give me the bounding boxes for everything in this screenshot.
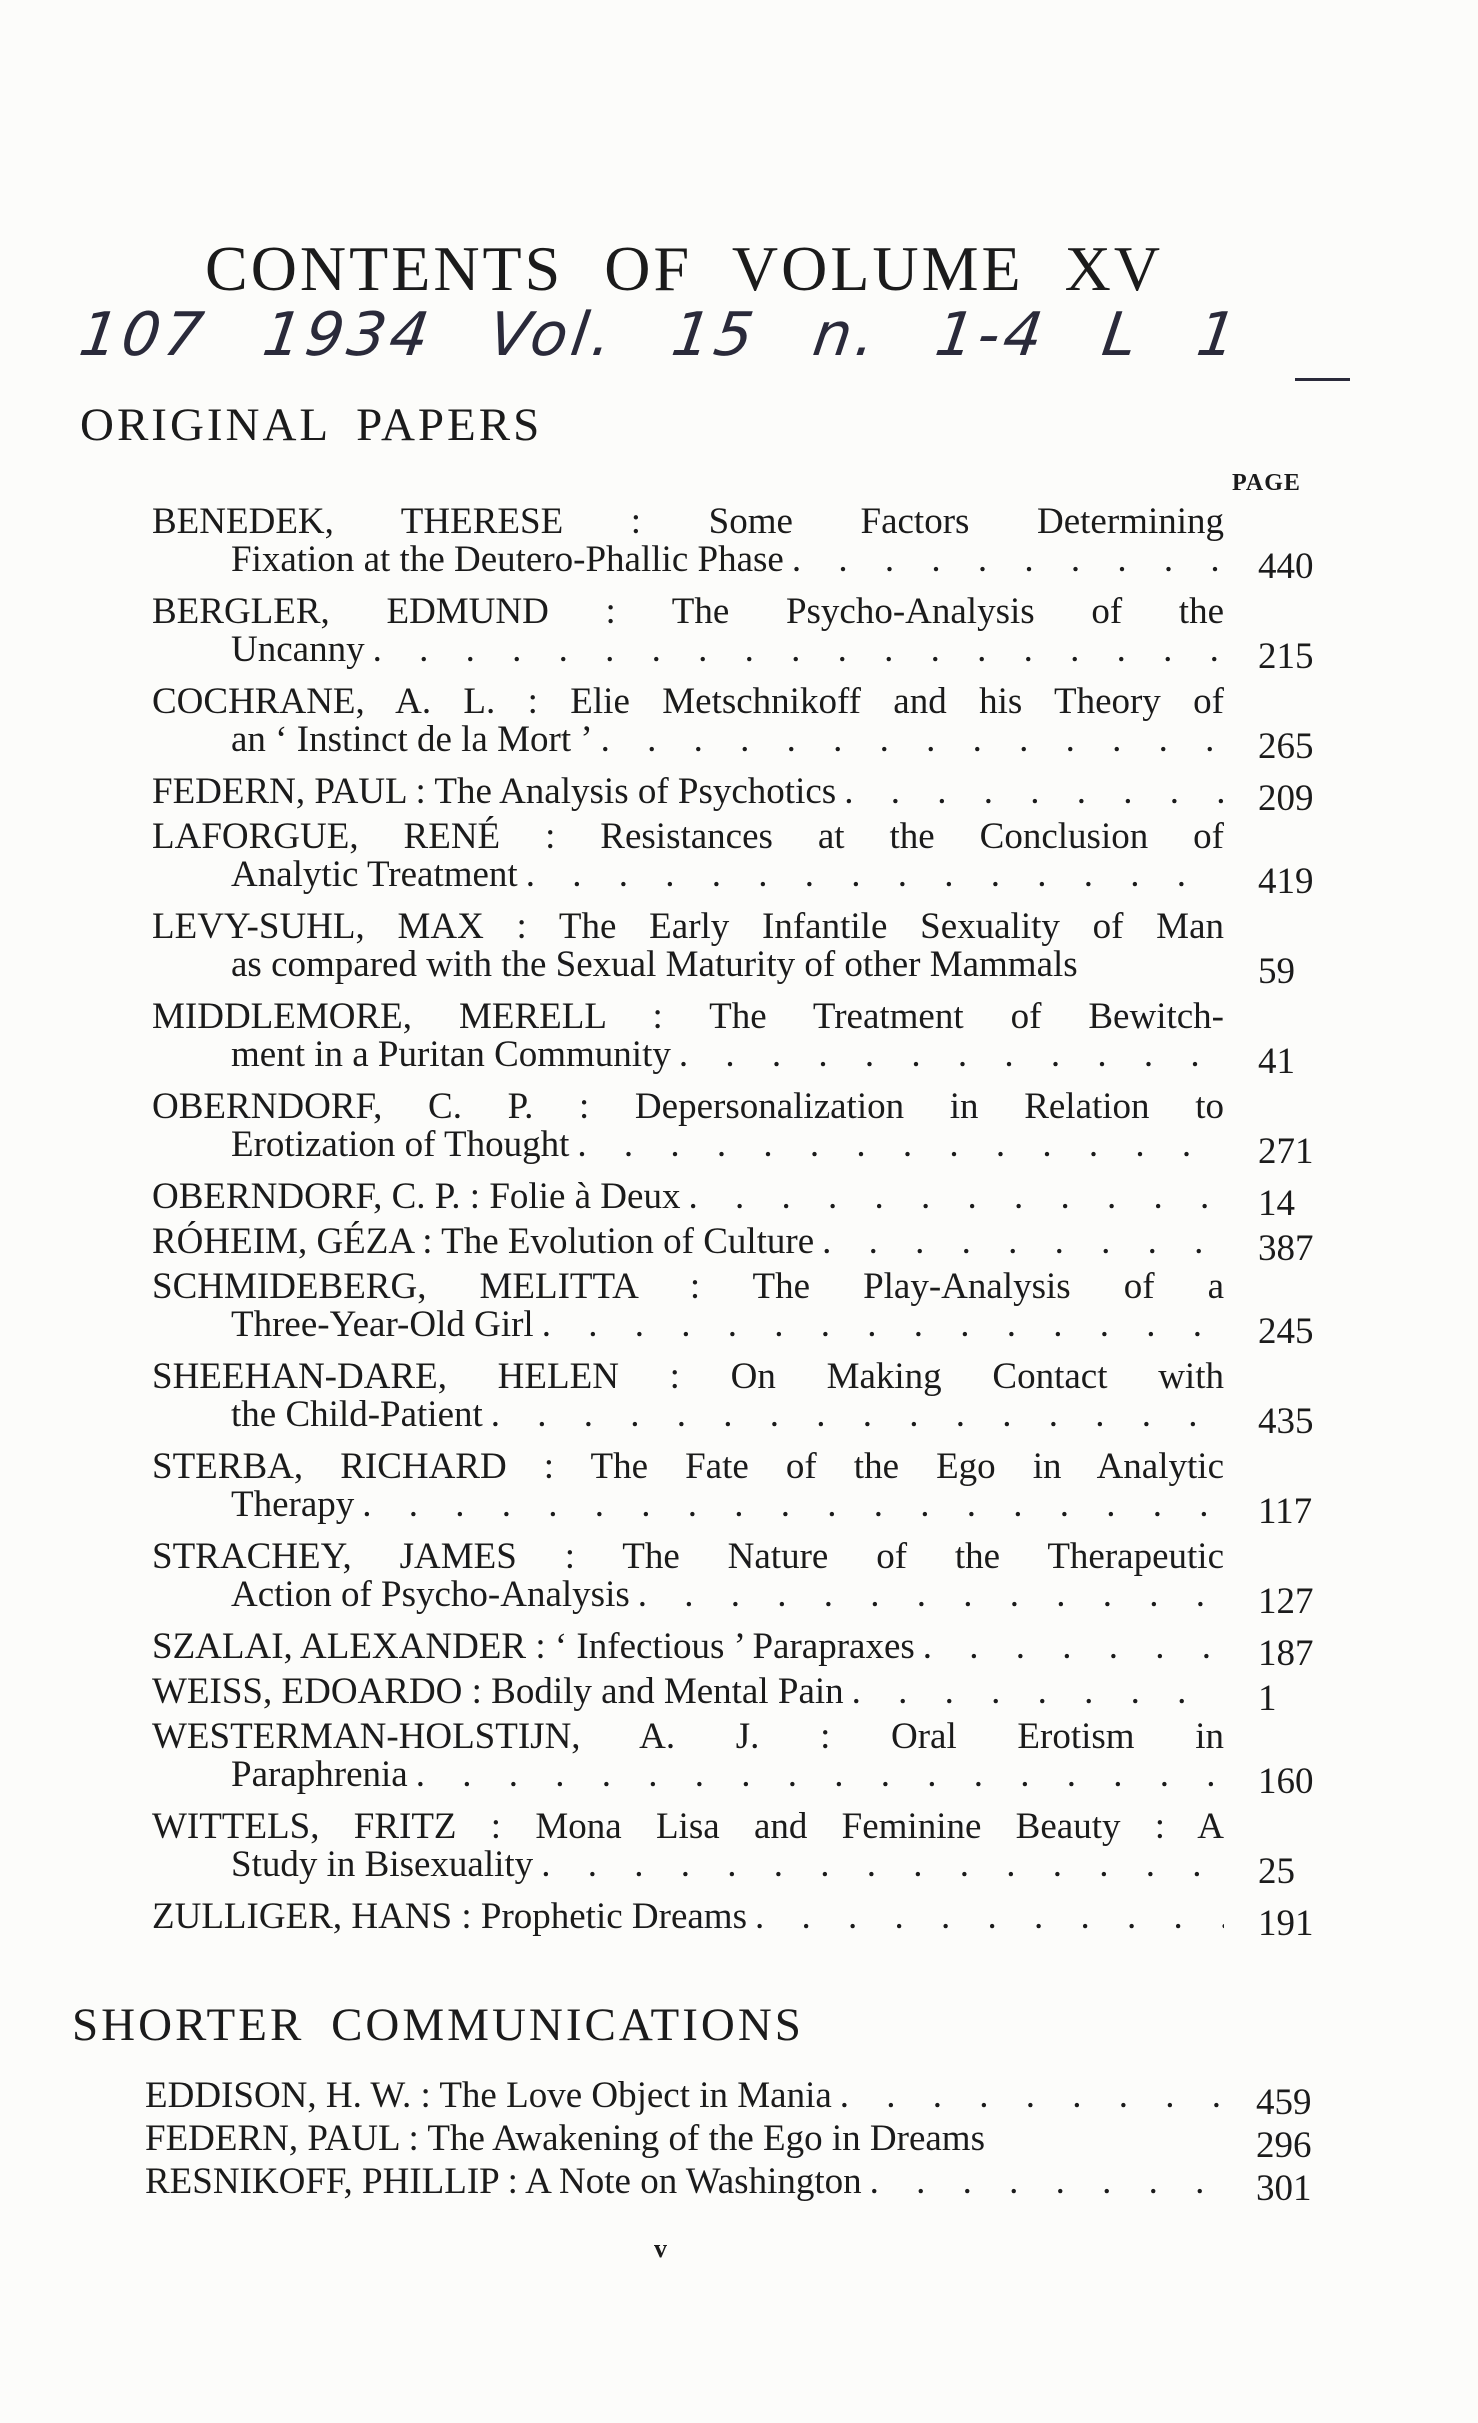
dot-leader xyxy=(844,773,1224,811)
entry-text: STRACHEY, JAMES : The Nature of the Therapeutic xyxy=(152,1536,1224,1577)
dot-leader xyxy=(870,2163,1224,2201)
toc-entry xyxy=(152,503,1224,579)
page-number: 1 xyxy=(1258,1678,1277,1719)
entry-text: Erotization of Thought xyxy=(231,1124,570,1165)
toc-entry xyxy=(152,1448,1224,1524)
dot-leader xyxy=(822,1223,1224,1261)
entry-text: RÓHEIM, GÉZA : The Evolution of Culture xyxy=(152,1221,815,1262)
page-number: 41 xyxy=(1258,1041,1295,1082)
entry-text: OBERNDORF, C. P. : Depersonalization in Relation to xyxy=(152,1086,1224,1127)
toc-entry xyxy=(152,998,1224,1074)
entry-text: BERGLER, EDMUND : The Psycho-Analysis of the xyxy=(152,591,1224,632)
dot-leader xyxy=(601,721,1224,759)
page-number: 265 xyxy=(1258,726,1314,767)
page-number: 209 xyxy=(1258,778,1314,819)
dot-leader xyxy=(852,1673,1224,1711)
page-number: 14 xyxy=(1258,1183,1295,1224)
page-number: 419 xyxy=(1258,861,1314,902)
toc-entry xyxy=(152,1268,1224,1344)
entry-text: the Child-Patient xyxy=(231,1394,483,1435)
page-folio: v xyxy=(654,2234,667,2263)
entry-text: SZALAI, ALEXANDER : ‘ Infectious ’ Parapraxes xyxy=(152,1626,915,1667)
toc-entry xyxy=(145,2077,1224,2115)
dot-leader xyxy=(416,1756,1224,1794)
entry-text: Therapy xyxy=(231,1484,355,1525)
toc-entry xyxy=(145,2120,1224,2158)
dot-leader xyxy=(373,631,1224,669)
dot-leader xyxy=(491,1396,1224,1434)
page-number: 387 xyxy=(1258,1228,1314,1269)
dot-leader xyxy=(638,1576,1224,1614)
dot-leader xyxy=(755,1898,1224,1936)
entry-text: STERBA, RICHARD : The Fate of the Ego in Analytic xyxy=(152,1446,1224,1487)
handwritten-underline xyxy=(1295,378,1350,381)
entry-text: LAFORGUE, RENÉ : Resistances at the Conclusion of xyxy=(152,816,1224,857)
entry-text: ment in a Puritan Community xyxy=(231,1034,671,1075)
page-number: 59 xyxy=(1258,951,1295,992)
toc-entry xyxy=(152,908,1224,984)
dot-leader xyxy=(840,2077,1224,2115)
entry-text: Uncanny xyxy=(231,629,365,670)
entry-text: COCHRANE, A. L. : Elie Metschnikoff and his Theory of xyxy=(152,681,1224,722)
toc-entry xyxy=(152,593,1224,669)
entry-text: WESTERMAN-HOLSTIJN, A. J. : Oral Erotism in xyxy=(152,1716,1224,1757)
entry-text: Study in Bisexuality xyxy=(231,1844,534,1885)
entry-text: SHEEHAN-DARE, HELEN : On Making Contact with xyxy=(152,1356,1224,1397)
entry-text: MIDDLEMORE, MERELL : The Treatment of Bewitch- xyxy=(152,996,1224,1037)
toc-entry xyxy=(152,1223,1224,1261)
toc-entry xyxy=(152,683,1224,759)
toc-entry xyxy=(152,818,1224,894)
entry-text: Fixation at the Deutero-Phallic Phase xyxy=(231,539,784,580)
page-number: 215 xyxy=(1258,636,1314,677)
toc-entry xyxy=(152,1673,1224,1711)
toc-entry xyxy=(152,1808,1224,1884)
entry-text: FEDERN, PAUL : The Analysis of Psychotics xyxy=(152,771,837,812)
page-number: 296 xyxy=(1256,2125,1312,2166)
page-title: CONTENTS OF VOLUME XV xyxy=(205,233,1164,304)
toc-entry xyxy=(152,1358,1224,1434)
toc-entry xyxy=(152,1718,1224,1794)
entry-text: SCHMIDEBERG, MELITTA : The Play-Analysis of a xyxy=(152,1266,1224,1307)
entry-text: ZULLIGER, HANS : Prophetic Dreams xyxy=(152,1896,747,1937)
page-number: 191 xyxy=(1258,1903,1314,1944)
dot-leader xyxy=(542,1306,1224,1344)
toc-entry xyxy=(152,1538,1224,1614)
toc-entry xyxy=(145,2163,1224,2201)
page-number: 271 xyxy=(1258,1131,1314,1172)
entry-text: as compared with the Sexual Maturity of other Mammals xyxy=(231,944,1078,985)
page-number: 187 xyxy=(1258,1633,1314,1674)
entry-text: RESNIKOFF, PHILLIP : A Note on Washington xyxy=(145,2161,862,2202)
section-heading-shorter-communications: SHORTER COMMUNICATIONS xyxy=(72,1999,804,2051)
dot-leader xyxy=(526,856,1224,894)
entry-text: BENEDEK, THERESE : Some Factors Determining xyxy=(152,501,1224,542)
entry-text: OBERNDORF, C. P. : Folie à Deux xyxy=(152,1176,681,1217)
toc-entry xyxy=(152,773,1224,811)
entry-text: EDDISON, H. W. : The Love Object in Mania xyxy=(145,2075,832,2116)
page-number: 435 xyxy=(1258,1401,1314,1442)
dot-leader xyxy=(577,1126,1224,1164)
page-number: 440 xyxy=(1258,546,1314,587)
entry-text: FEDERN, PAUL : The Awakening of the Ego in Dreams xyxy=(145,2118,985,2159)
entry-text: an ‘ Instinct de la Mort ’ xyxy=(231,719,593,760)
toc-entry xyxy=(152,1178,1224,1216)
section-heading-original-papers: ORIGINAL PAPERS xyxy=(80,399,543,451)
entry-text: WITTELS, FRITZ : Mona Lisa and Feminine Beauty : A xyxy=(152,1806,1224,1847)
dot-leader xyxy=(688,1178,1224,1216)
dot-leader xyxy=(541,1846,1224,1884)
entry-text: WEISS, EDOARDO : Bodily and Mental Pain xyxy=(152,1671,844,1712)
page-number: 117 xyxy=(1258,1491,1313,1532)
page-number: 245 xyxy=(1258,1311,1314,1352)
dot-leader xyxy=(362,1486,1224,1524)
dot-leader xyxy=(792,541,1224,579)
page-number: 127 xyxy=(1258,1581,1314,1622)
toc-entry xyxy=(152,1088,1224,1164)
page-number: 459 xyxy=(1256,2082,1312,2123)
handwritten-annotation: 107 1934 Vol. 15 n. 1-4 L 1 xyxy=(75,300,1245,370)
page-number: 25 xyxy=(1258,1851,1295,1892)
entry-text: Action of Psycho-Analysis xyxy=(231,1574,630,1615)
entry-text: Paraphrenia xyxy=(231,1754,408,1795)
page-number: 160 xyxy=(1258,1761,1314,1802)
entry-text: LEVY-SUHL, MAX : The Early Infantile Sexuality of Man xyxy=(152,906,1224,947)
entry-text: Analytic Treatment xyxy=(231,854,518,895)
dot-leader xyxy=(923,1628,1224,1666)
toc-entry xyxy=(152,1898,1224,1936)
entry-text: Three-Year-Old Girl xyxy=(231,1304,534,1345)
page-column-label: PAGE xyxy=(1232,470,1301,496)
page-number: 301 xyxy=(1256,2168,1312,2209)
dot-leader xyxy=(679,1036,1224,1074)
toc-entry xyxy=(152,1628,1224,1666)
